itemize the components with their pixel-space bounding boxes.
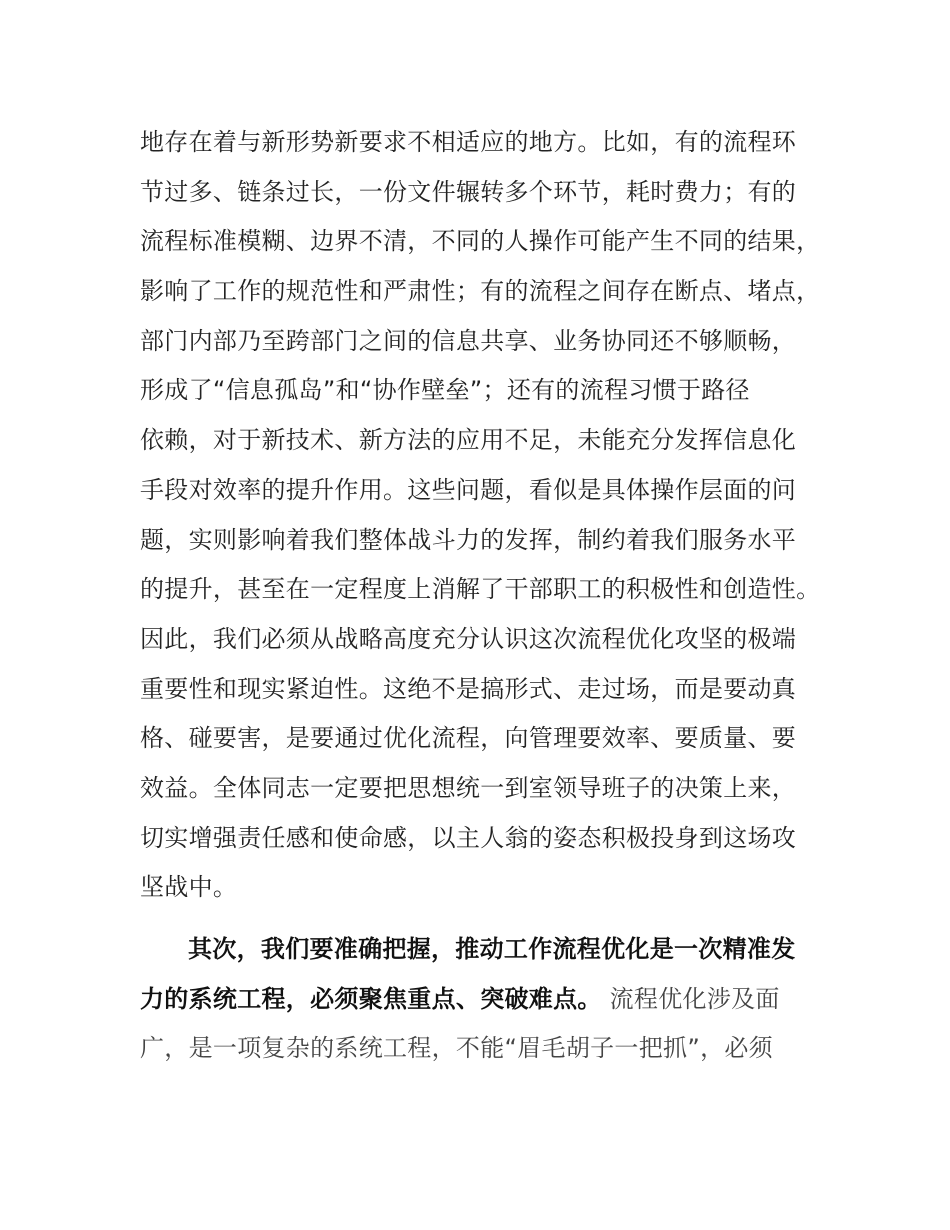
body-text: 流程优化涉及面 — [601, 984, 780, 1013]
text-line — [140, 975, 830, 1025]
text-line: 形成了“信息孤岛”和“协作壁垒”；还有的流程习惯于路径 — [140, 376, 750, 405]
text-line: 切实增强责任感和使命感，以主人翁的姿态积极投身到这场攻 — [140, 823, 797, 852]
text-line: 的提升，甚至在一定程度上消解了干部职工的积极性和创造性。 — [140, 575, 821, 604]
bold-heading-text: 力的系统工程，必须聚焦重点、突破难点。 — [140, 984, 602, 1013]
text-line: 广，是一项复杂的系统工程，不能“眉毛胡子一把抓”，必须 — [140, 1034, 773, 1063]
text-line: 流程标准模糊、边界不清，不同的人操作可能产生不同的结果， — [140, 227, 821, 256]
text-line: 部门内部乃至跨部门之间的信息共享、业务协同还不够顺畅， — [140, 326, 797, 355]
bold-heading-line: 其次，我们要准确把握，推动工作流程优化是一次精准发 — [188, 935, 796, 963]
text-line: 手段对效率的提升作用。这些问题，看似是具体操作层面的问 — [140, 475, 797, 504]
text-line: 格、碰要害，是要通过优化流程，向管理要效率、要质量、要 — [140, 724, 797, 753]
text-line: 依赖，对于新技术、新方法的应用不足，未能充分发挥信息化 — [140, 426, 797, 455]
text-line: 因此，我们必须从战略高度充分认识这次流程优化攻坚的极端 — [140, 624, 797, 653]
text-line: 效益。全体同志一定要把思想统一到室领导班子的决策上来， — [140, 773, 797, 802]
text-line: 题，实则影响着我们整体战斗力的发挥，制约着我们服务水平 — [140, 525, 797, 554]
paragraph-1 — [140, 118, 830, 913]
text-line: 影响了工作的规范性和严肃性；有的流程之间存在断点、堵点， — [140, 277, 821, 306]
document-page — [140, 118, 830, 1074]
text-line: 节过多、链条过长，一份文件辗转多个环节，耗时费力；有的 — [140, 177, 797, 206]
text-line: 坚战中。 — [140, 873, 238, 902]
text-line: 地存在着与新形势新要求不相适应的地方。比如，有的流程环 — [140, 128, 797, 156]
text-line: 重要性和现实紧迫性。这绝不是搞形式、走过场，而是要动真 — [140, 674, 797, 703]
paragraph-2 — [140, 925, 830, 1074]
